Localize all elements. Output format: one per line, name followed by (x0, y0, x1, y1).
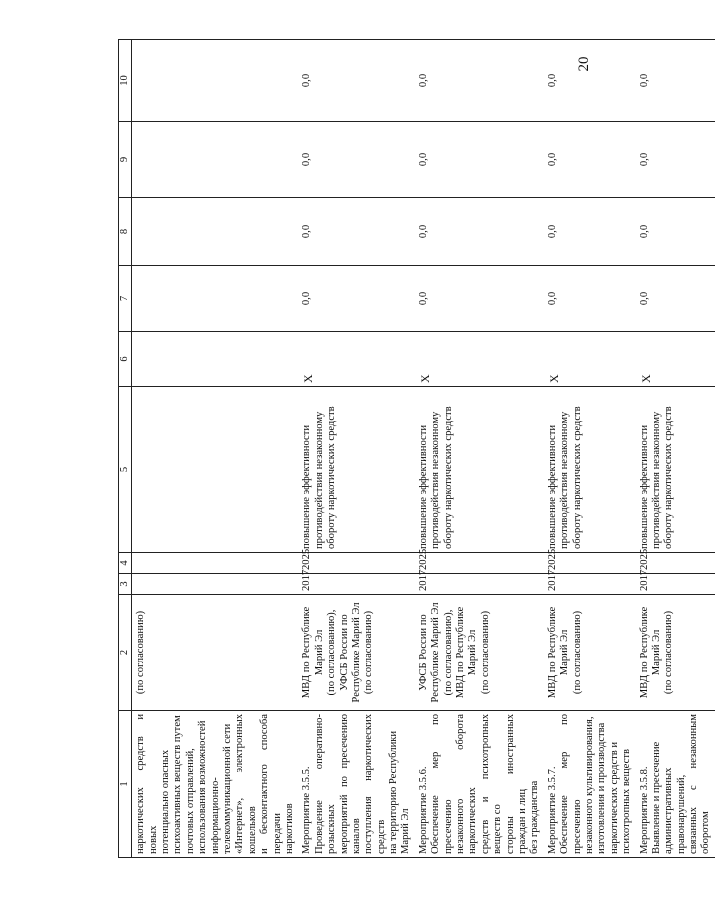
expected-result-cell (415, 387, 544, 553)
activity-description-cell-line: Мероприятие 3.5.7. (546, 766, 558, 854)
header-row (119, 40, 132, 858)
responsible-executor-cell-line: Республике Марий Эл (430, 602, 442, 703)
responsible-executor-cell-line: МВД по Республике (455, 606, 467, 699)
table-row (415, 40, 544, 858)
activity-description-cell-line: незаконного культивирования, (583, 716, 595, 854)
responsible-executor-cell-line: (по согласованию) (479, 610, 491, 695)
activity-description-cell (544, 711, 636, 858)
activity-description-cell-line: на территорию Республики (388, 730, 400, 854)
value-cell: 0,0 (544, 40, 636, 122)
activity-description-cell (415, 711, 544, 858)
responsible-executor-cell-line: (по согласованию) (135, 610, 147, 695)
activity-description-cell-line: Мероприятие 3.5.6. (417, 766, 429, 854)
responsible-executor-cell (298, 595, 415, 711)
column-header: 3 (119, 574, 132, 595)
activity-description-cell-line: административных правонарушений, (663, 767, 687, 854)
column-header: 1 (119, 711, 132, 858)
start-year-cell: 2017 (544, 574, 636, 595)
value-cell: 0,0 (298, 40, 415, 122)
start-year-cell: 2017 (636, 574, 715, 595)
responsible-executor-cell-line: Марий Эл (313, 629, 325, 676)
responsible-executor-cell (132, 595, 299, 711)
expected-result-cell-line: повышение эффективности (301, 424, 313, 549)
value-cell: 0,0 (298, 198, 415, 266)
activity-description-cell-line: Обеспечение мер по пресечению (559, 714, 583, 854)
activity-description-cell-line: Выявление и пресечение (650, 741, 662, 854)
activity-description-cell-line: незаконного оборота наркотических (455, 714, 479, 854)
activity-description-cell-line: психотропных веществ (621, 749, 633, 854)
expected-result-cell (544, 387, 636, 553)
value-cell: 0,0 (636, 40, 715, 122)
end-year-cell: 2025 (415, 553, 544, 574)
activity-description-cell-line: использования возможностей (197, 720, 209, 854)
activity-description-cell (132, 711, 299, 858)
value-cell: 0,0 (636, 266, 715, 332)
activity-description-cell-line: наркотиков (283, 803, 295, 854)
expected-result-cell-line: противодействия незаконному (650, 411, 662, 549)
activity-description-cell-line: психоактивных веществ путем (172, 715, 184, 854)
mark-cell (132, 332, 299, 387)
value-cell: 0,0 (415, 40, 544, 122)
column-header: 5 (119, 387, 132, 553)
table-row (636, 40, 715, 858)
expected-result-cell-line: обороту наркотических средств (442, 406, 454, 549)
activity-description-cell (636, 711, 715, 858)
start-year-cell: 2017 (298, 574, 415, 595)
responsible-executor-cell-line: (по согласованию) (663, 610, 675, 695)
value-cell: 0,0 (636, 122, 715, 198)
responsible-executor-cell-line: Марий Эл (559, 629, 571, 676)
activity-description-cell-line: средств и психотропных веществ со (479, 714, 504, 854)
value-cell: 0,0 (544, 122, 636, 198)
end-year-cell: 2025 (544, 553, 636, 574)
value-cell: 0,0 (415, 198, 544, 266)
responsible-executor-cell-line: УФСБ России по (417, 614, 429, 691)
activity-description-cell-line: связанных с незаконным оборотом (688, 714, 712, 854)
table-row (298, 40, 415, 858)
table-row (132, 40, 299, 858)
responsible-executor-cell-line: Марий Эл (650, 629, 662, 676)
responsible-executor-cell (636, 595, 715, 711)
activity-description-cell-line: наркотических средств и новых (135, 714, 159, 854)
activity-description-cell-line: изготовления и производства (596, 722, 608, 854)
activity-description-cell-line: потенциально опасных (160, 749, 172, 854)
value-cell: 0,0 (298, 266, 415, 332)
expected-result-cell-line: обороту наркотических средств (571, 406, 583, 549)
value-cell (132, 266, 299, 332)
expected-result-cell-line: обороту наркотических средств (326, 406, 338, 549)
value-cell (132, 40, 299, 122)
page-number: 20 (576, 56, 592, 72)
end-year-cell: 2025 (636, 553, 715, 574)
activity-description-cell-line: Обеспечение мер по пресечению (430, 714, 454, 854)
rotated-table-container (118, 40, 712, 858)
responsible-executor-cell-line: МВД по Республике (301, 606, 313, 699)
activity-description-cell-line: Проведение оперативно-розыскных (313, 714, 338, 854)
end-year-cell: 2025 (298, 553, 415, 574)
column-header: 7 (119, 266, 132, 332)
activity-description-cell-line: информационно- (209, 777, 221, 854)
expected-result-cell-line: противодействия незаконному (559, 411, 571, 549)
program-table (118, 39, 715, 858)
responsible-executor-cell (544, 595, 636, 711)
activity-description-cell-line: Марий Эл (400, 808, 412, 854)
mark-cell: X (298, 332, 415, 387)
responsible-executor-cell-line: Республике Марий Эл (350, 602, 362, 703)
activity-description-cell-line: поступления наркотических средств (363, 714, 387, 854)
column-header: 10 (119, 40, 132, 122)
activity-description-cell-line: «Интернет», электронных кошельков (234, 714, 258, 854)
responsible-executor-cell-line: (по согласованию) (571, 610, 583, 695)
responsible-executor-cell (415, 595, 544, 711)
responsible-executor-cell-line: УФСБ России по (338, 614, 350, 691)
expected-result-cell-line: повышение эффективности (417, 424, 429, 549)
expected-result-cell-line: обороту наркотических средств (663, 406, 675, 549)
table-row (544, 40, 636, 858)
expected-result-cell-line: повышение эффективности (638, 424, 650, 549)
column-header: 6 (119, 332, 132, 387)
activity-description-cell-line: мероприятий по пресечению каналов (338, 714, 362, 854)
responsible-executor-cell-line: Марий Эл (467, 629, 479, 676)
activity-description-cell-line: телекоммуникационной сети (222, 723, 234, 854)
activity-description-cell-line: Мероприятие 3.5.8. (638, 766, 650, 854)
mark-cell: X (544, 332, 636, 387)
mark-cell: X (415, 332, 544, 387)
expected-result-cell (636, 387, 715, 553)
value-cell (132, 198, 299, 266)
column-header: 2 (119, 595, 132, 711)
responsible-executor-cell-line: (по согласованию) (363, 610, 375, 695)
start-year-cell (132, 574, 299, 595)
activity-description-cell-line: Мероприятие 3.5.5. (301, 766, 313, 854)
value-cell: 0,0 (544, 198, 636, 266)
mark-cell: X (636, 332, 715, 387)
activity-description-cell (298, 711, 415, 858)
activity-description-cell-line: стороны иностранных граждан и лиц (504, 714, 528, 854)
expected-result-cell (132, 387, 299, 553)
end-year-cell (132, 553, 299, 574)
expected-result-cell-line: противодействия незаконному (313, 411, 325, 549)
responsible-executor-cell-line: (по согласованию), (326, 609, 338, 696)
expected-result-cell (298, 387, 415, 553)
column-header: 9 (119, 122, 132, 198)
responsible-executor-cell-line: (по согласованию), (442, 609, 454, 696)
value-cell: 0,0 (544, 266, 636, 332)
value-cell: 0,0 (415, 266, 544, 332)
responsible-executor-cell-line: МВД по Республике (546, 606, 558, 699)
column-header: 4 (119, 553, 132, 574)
activity-description-cell-line: без гражданства (529, 780, 541, 854)
expected-result-cell-line: противодействия незаконному (430, 411, 442, 549)
value-cell: 0,0 (298, 122, 415, 198)
value-cell: 0,0 (636, 198, 715, 266)
expected-result-cell-line: повышение эффективности (546, 424, 558, 549)
activity-description-cell-line: и бесконтактного способа передачи (259, 714, 283, 854)
column-header: 8 (119, 198, 132, 266)
activity-description-cell-line: наркотических средств и (608, 741, 620, 854)
activity-description-cell-line: почтовых отправлений, (184, 748, 196, 854)
value-cell: 0,0 (415, 122, 544, 198)
responsible-executor-cell-line: МВД по Республике (638, 606, 650, 699)
value-cell (132, 122, 299, 198)
start-year-cell: 2017 (415, 574, 544, 595)
